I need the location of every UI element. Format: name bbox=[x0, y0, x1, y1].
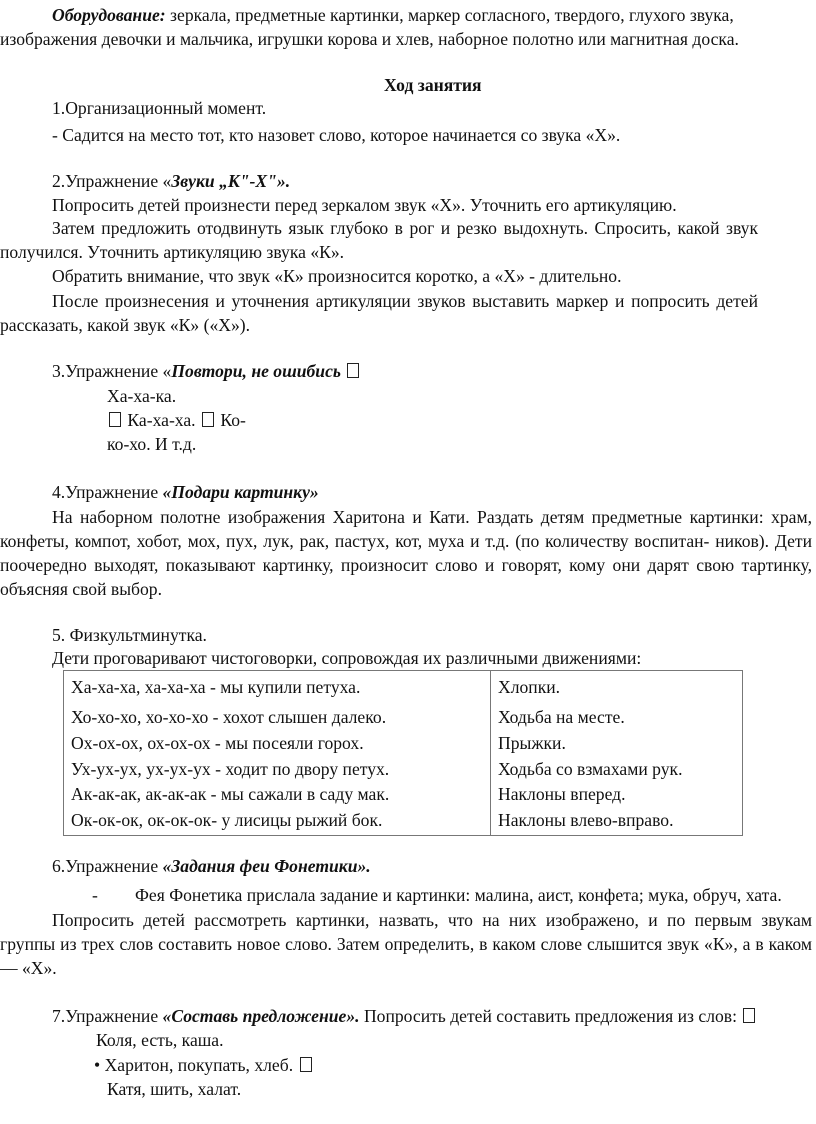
equipment-text: зеркала, предметные картинки, маркер согласного, твердого, глухого звука, bbox=[165, 5, 734, 25]
table-cell-phrase: Хо-хо-хо, хо-хо-хо - хохот слышен далеко. bbox=[71, 707, 387, 727]
s4-name: «Подари картинку» bbox=[162, 482, 319, 502]
s2-p2b: получился. Уточнить артикуляцию звука «К». bbox=[0, 242, 345, 262]
s7-line-1: Коля, есть, каша. bbox=[96, 1030, 224, 1050]
table-cell-move: Наклоны влево-вправо. bbox=[498, 810, 674, 830]
s2-p1: Попросить детей произнести перед зеркалом звук «Х». Уточнить его артикуляцию. bbox=[52, 195, 677, 215]
s3-title bbox=[52, 360, 361, 382]
s3-line-1: Ха-ха-ка. bbox=[107, 386, 177, 406]
s7-rest: Попросить детей составить предложения из слов: bbox=[359, 1006, 737, 1026]
s4-title bbox=[52, 481, 319, 503]
s7-line-2-text: Харитон, покупать, хлеб. bbox=[104, 1055, 294, 1075]
table-cell-move: Ходьба на месте. bbox=[498, 707, 625, 727]
s1-title: 1.Организационный момент. bbox=[52, 98, 267, 118]
s3-prefix: 3.Упражнение « bbox=[52, 361, 172, 381]
s3-line-3: ко-хо. И т.д. bbox=[107, 434, 197, 454]
s6-line-2: группы из трех слов составить новое слово. Затем определить, в каком слове слышится звук «К», а в каком bbox=[0, 934, 812, 954]
s6-name: «Задания феи Фонетики». bbox=[162, 856, 371, 876]
s2-p3: Обратить внимание, что звук «К» произносится коротко, а «Х» - длительно. bbox=[52, 266, 622, 286]
s4-line-4: объясняя свой выбор. bbox=[0, 579, 162, 599]
missing-glyph-icon bbox=[347, 363, 359, 378]
s4-line-3: поочередно выходят, показывают картинку, произносит слово и говорят, кому они дарят свою тартинку, bbox=[0, 555, 812, 575]
s2-title bbox=[52, 170, 290, 192]
s7-line-3: Катя, шить, халат. bbox=[107, 1079, 242, 1099]
s6-prefix: 6.Упражнение bbox=[52, 856, 163, 876]
equipment-label: Оборудование: bbox=[52, 5, 166, 25]
s2-name: Звуки „К"-Х"». bbox=[171, 171, 291, 191]
table-cell-phrase: Ак-ак-ак, ак-ак-ак - мы сажали в саду мак. bbox=[71, 784, 390, 804]
s2-p4b: рассказать, какой звук «К» («Х»). bbox=[0, 315, 251, 335]
table-cell-phrase: Ок-ок-ок, ок-ок-ок- у лисицы рыжий бок. bbox=[71, 810, 383, 830]
lesson-heading: Ход занятия bbox=[384, 75, 482, 95]
s4-line-1: На наборном полотне изображения Харитона и Кати. Раздать детям предметные картинки: храм, bbox=[52, 507, 812, 527]
chant-table bbox=[63, 670, 743, 836]
missing-glyph-icon bbox=[743, 1008, 755, 1023]
s6-line-3: — «Х». bbox=[0, 958, 57, 978]
s5-title: 5. Физкультминутка. bbox=[52, 625, 207, 645]
s3-line-2-text: Ка-ха-ха. bbox=[127, 410, 196, 430]
s2-p4a: После произнесения и уточнения артикуляции звуков выставить маркер и попросить детей bbox=[52, 291, 758, 311]
s4-prefix: 4.Упражнение bbox=[52, 482, 163, 502]
s6-item: Фея Фонетика прислала задание и картинки: малина, аист, конфета; мука, обруч, хата. bbox=[135, 885, 782, 905]
table-cell-move: Прыжки. bbox=[498, 733, 566, 753]
s1-text: - Садится на место тот, кто назовет слово, которое начинается со звука «Х». bbox=[52, 125, 621, 145]
table-column-divider bbox=[490, 671, 491, 835]
s7-line-2 bbox=[94, 1054, 314, 1076]
s6-bullet: - bbox=[92, 885, 98, 905]
table-cell-move: Хлопки. bbox=[498, 677, 561, 697]
s6-line-1: Попросить детей рассмотреть картинки, назвать, что на них изображено, и по первым звукам bbox=[52, 910, 812, 930]
s7-prefix: 7.Упражнение bbox=[52, 1006, 163, 1026]
s3-line-2 bbox=[107, 409, 246, 431]
missing-glyph-icon bbox=[202, 412, 214, 427]
s6-title bbox=[52, 855, 371, 877]
table-cell-move: Наклоны вперед. bbox=[498, 784, 626, 804]
s7-name: «Составь предложение». bbox=[162, 1006, 360, 1026]
missing-glyph-icon bbox=[109, 412, 121, 427]
s5-intro: Дети проговаривают чистоговорки, сопровождая их различными движениями: bbox=[52, 648, 642, 668]
s3-name: Повтори, не ошибись bbox=[171, 361, 341, 381]
bullet-icon: • bbox=[94, 1055, 101, 1075]
table-cell-phrase: Ха-ха-ха, ха-ха-ха - мы купили петуха. bbox=[71, 677, 361, 697]
table-cell-phrase: Ох-ох-ох, ох-ох-ох - мы посеяли горох. bbox=[71, 733, 364, 753]
s7-title bbox=[52, 1005, 757, 1027]
equipment-line-2: изображения девочки и мальчика, игрушки корова и хлев, наборное полотно или магнитная доска. bbox=[0, 29, 739, 49]
s4-line-2: конфеты, компот, хобот, мох, пух, лук, рак, пастух, кот, муха и т.д. (по количеству воспитан- ников). Дети bbox=[0, 531, 812, 551]
table-cell-move: Ходьба со взмахами рук. bbox=[498, 759, 683, 779]
s2-prefix: 2.Упражнение « bbox=[52, 171, 172, 191]
missing-glyph-icon bbox=[300, 1057, 312, 1072]
equipment-line-1 bbox=[52, 4, 734, 26]
table-cell-phrase: Ух-ух-ух, ух-ух-ух - ходит по двору петух. bbox=[71, 759, 390, 779]
s2-p2a: Затем предложить отодвинуть язык глубоко в рог и резко выдохнуть. Спросить, какой звук bbox=[52, 218, 758, 238]
s3-line-2-end: Ко- bbox=[220, 410, 246, 430]
